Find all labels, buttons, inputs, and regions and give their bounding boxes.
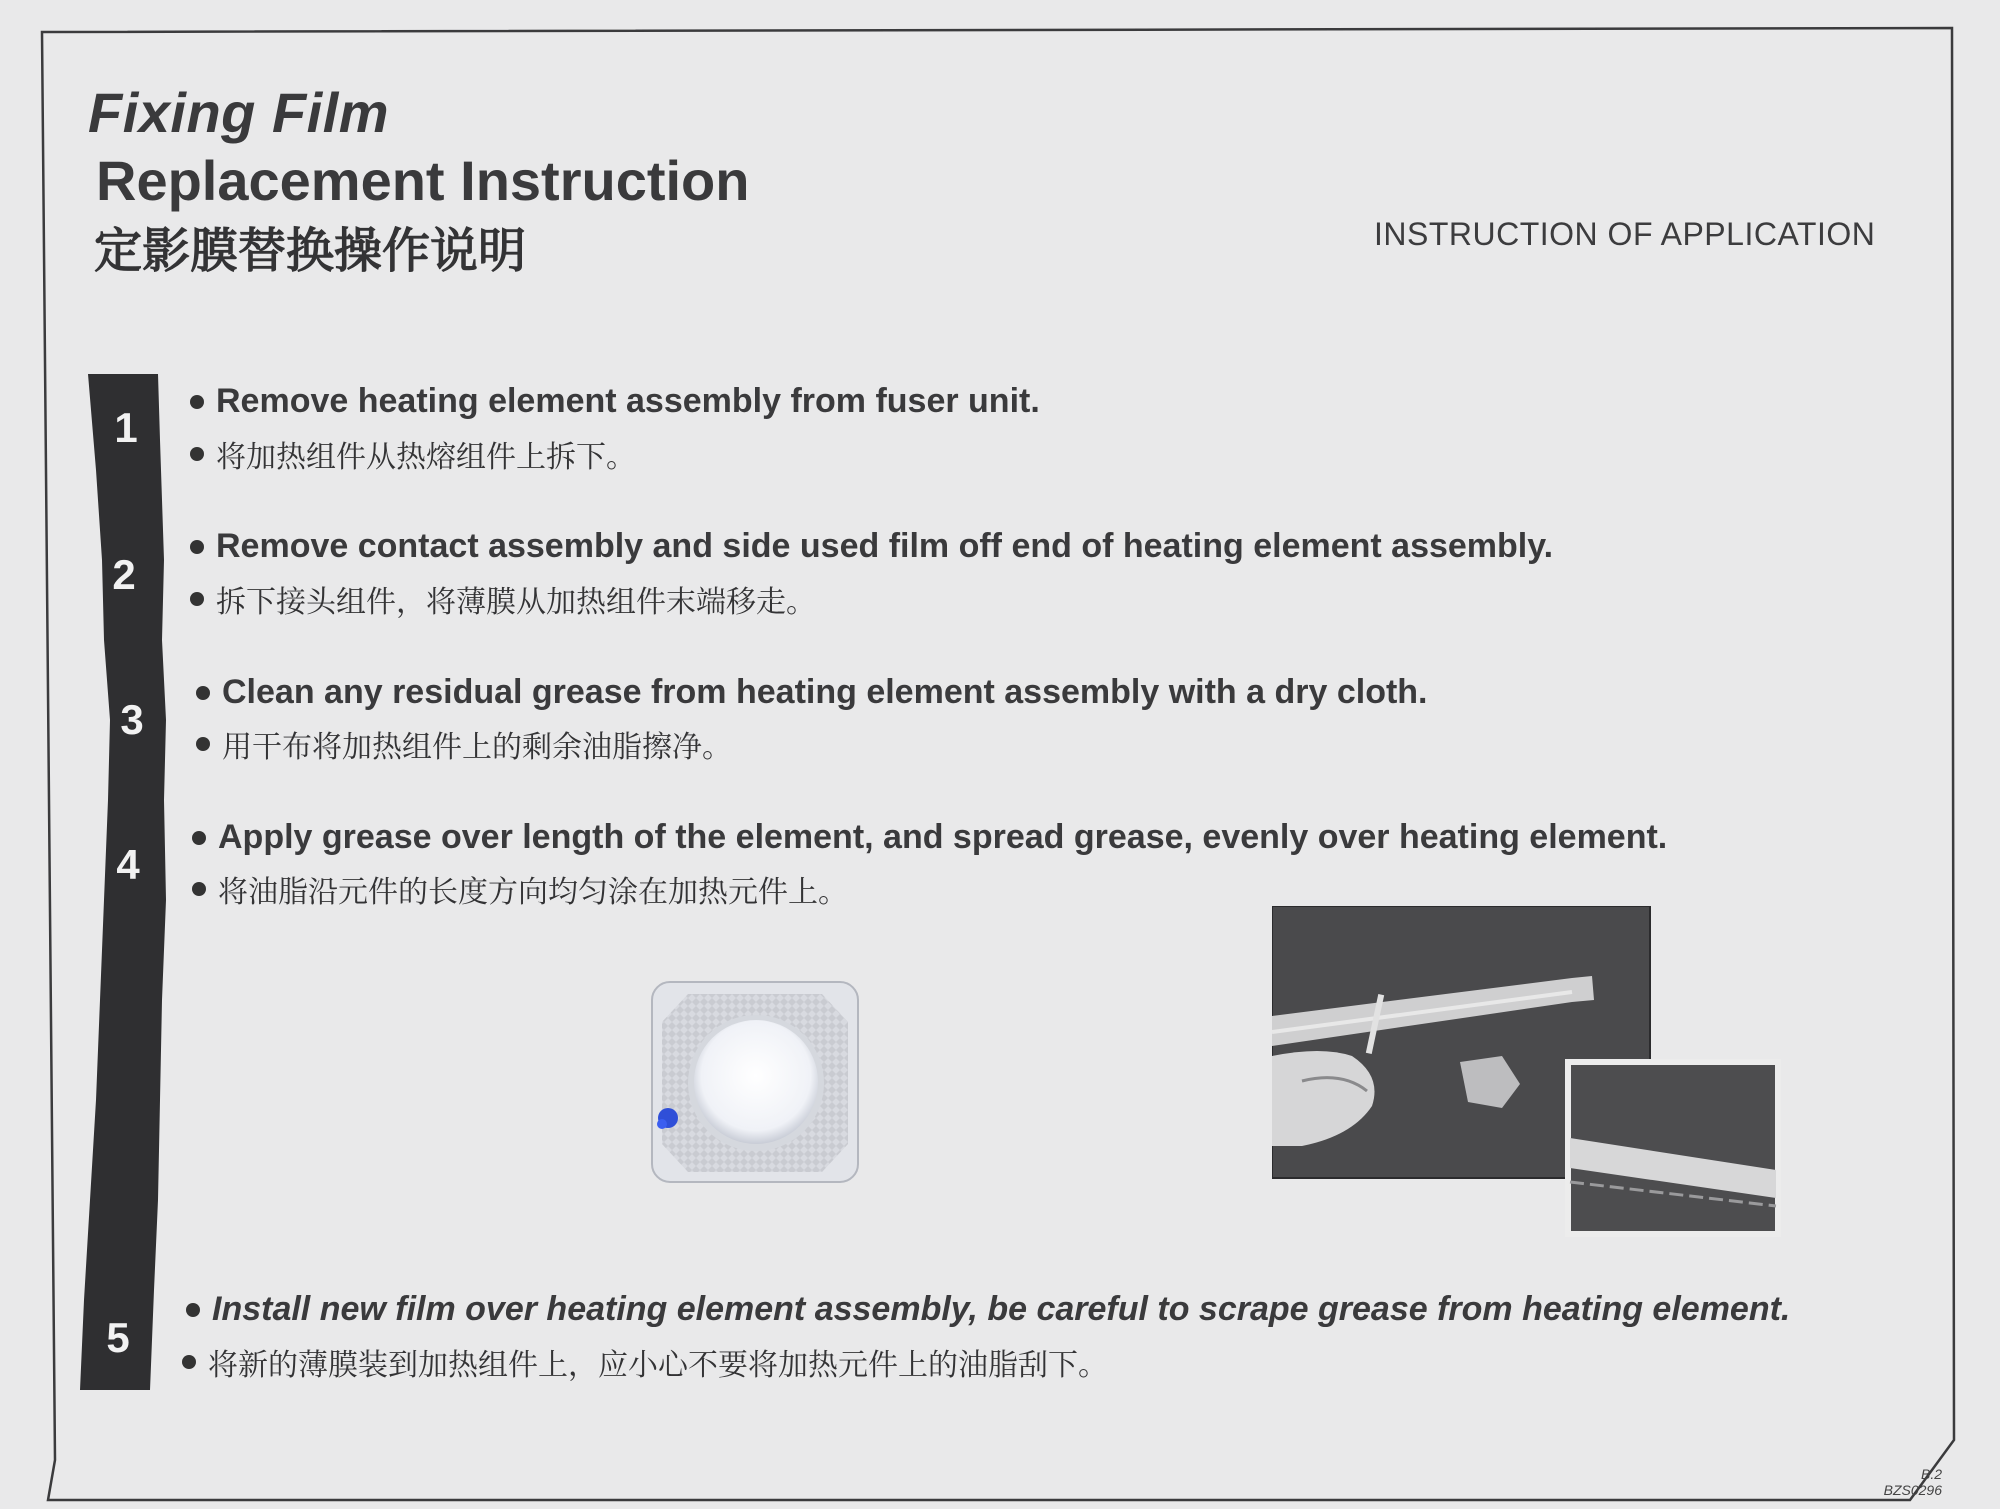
step-3-english	[196, 673, 1428, 712]
page-reference: B.2	[1920, 1466, 1942, 1482]
step-5-english-text: Install new film over heating element assembly, be careful to scrape grease from heating element.	[212, 1290, 1791, 1328]
step-4-english	[192, 818, 1667, 857]
bullet-icon	[190, 592, 204, 606]
step-5-english	[186, 1290, 1790, 1329]
document-code: BZS0296	[1883, 1482, 1942, 1498]
step-2-english	[190, 527, 1553, 566]
step-number-5: 5	[106, 1314, 130, 1361]
bullet-icon	[186, 1303, 200, 1317]
step-1-chinese	[190, 432, 636, 476]
step-number-4: 4	[116, 841, 140, 888]
bullet-icon	[190, 395, 204, 409]
title-chinese: 定影膜替换操作说明	[94, 223, 527, 279]
bullet-icon	[192, 831, 206, 845]
step-1-english	[190, 382, 1040, 421]
grease-application-photo	[1272, 906, 1782, 1238]
step-5-chinese-text: 将新的薄膜装到加热组件上，应小心不要将加热元件上的油脂刮下。	[208, 1348, 1108, 1383]
step-3-chinese-text: 用干布将加热组件上的剩余油脂擦净。	[222, 730, 732, 765]
step-3-chinese	[196, 722, 732, 766]
bullet-icon	[192, 882, 206, 896]
bullet-icon	[190, 447, 204, 461]
step-number-1: 1	[114, 404, 138, 451]
bullet-icon	[196, 686, 210, 700]
step-2-chinese	[190, 577, 816, 621]
grease-packet-image	[648, 978, 862, 1186]
bullet-icon	[182, 1355, 196, 1369]
application-heading: INSTRUCTION OF APPLICATION	[1374, 216, 1876, 252]
step-number-3: 3	[120, 696, 144, 743]
step-number-2: 2	[112, 551, 136, 598]
title-line-1: Fixing Film	[88, 81, 390, 144]
step-4-chinese-text: 将油脂沿元件的长度方向均匀涂在加热元件上。	[218, 875, 848, 910]
step-1-english-text: Remove heating element assembly from fuser unit.	[216, 382, 1040, 420]
step-5-chinese	[182, 1340, 1108, 1384]
bullet-icon	[190, 540, 204, 554]
step-4-english-text: Apply grease over length of the element, and spread grease, evenly over heating element.	[218, 818, 1668, 856]
step-2-chinese-text: 拆下接头组件，将薄膜从加热组件末端移走。	[216, 585, 816, 620]
step-1-chinese-text: 将加热组件从热熔组件上拆下。	[216, 440, 636, 475]
step-4-chinese	[192, 867, 848, 911]
bullet-icon	[196, 737, 210, 751]
title-line-2: Replacement Instruction	[96, 149, 750, 212]
step-2-english-text: Remove contact assembly and side used film off end of heating element assembly.	[216, 527, 1554, 565]
step-3-english-text: Clean any residual grease from heating element assembly with a dry cloth.	[222, 673, 1428, 711]
